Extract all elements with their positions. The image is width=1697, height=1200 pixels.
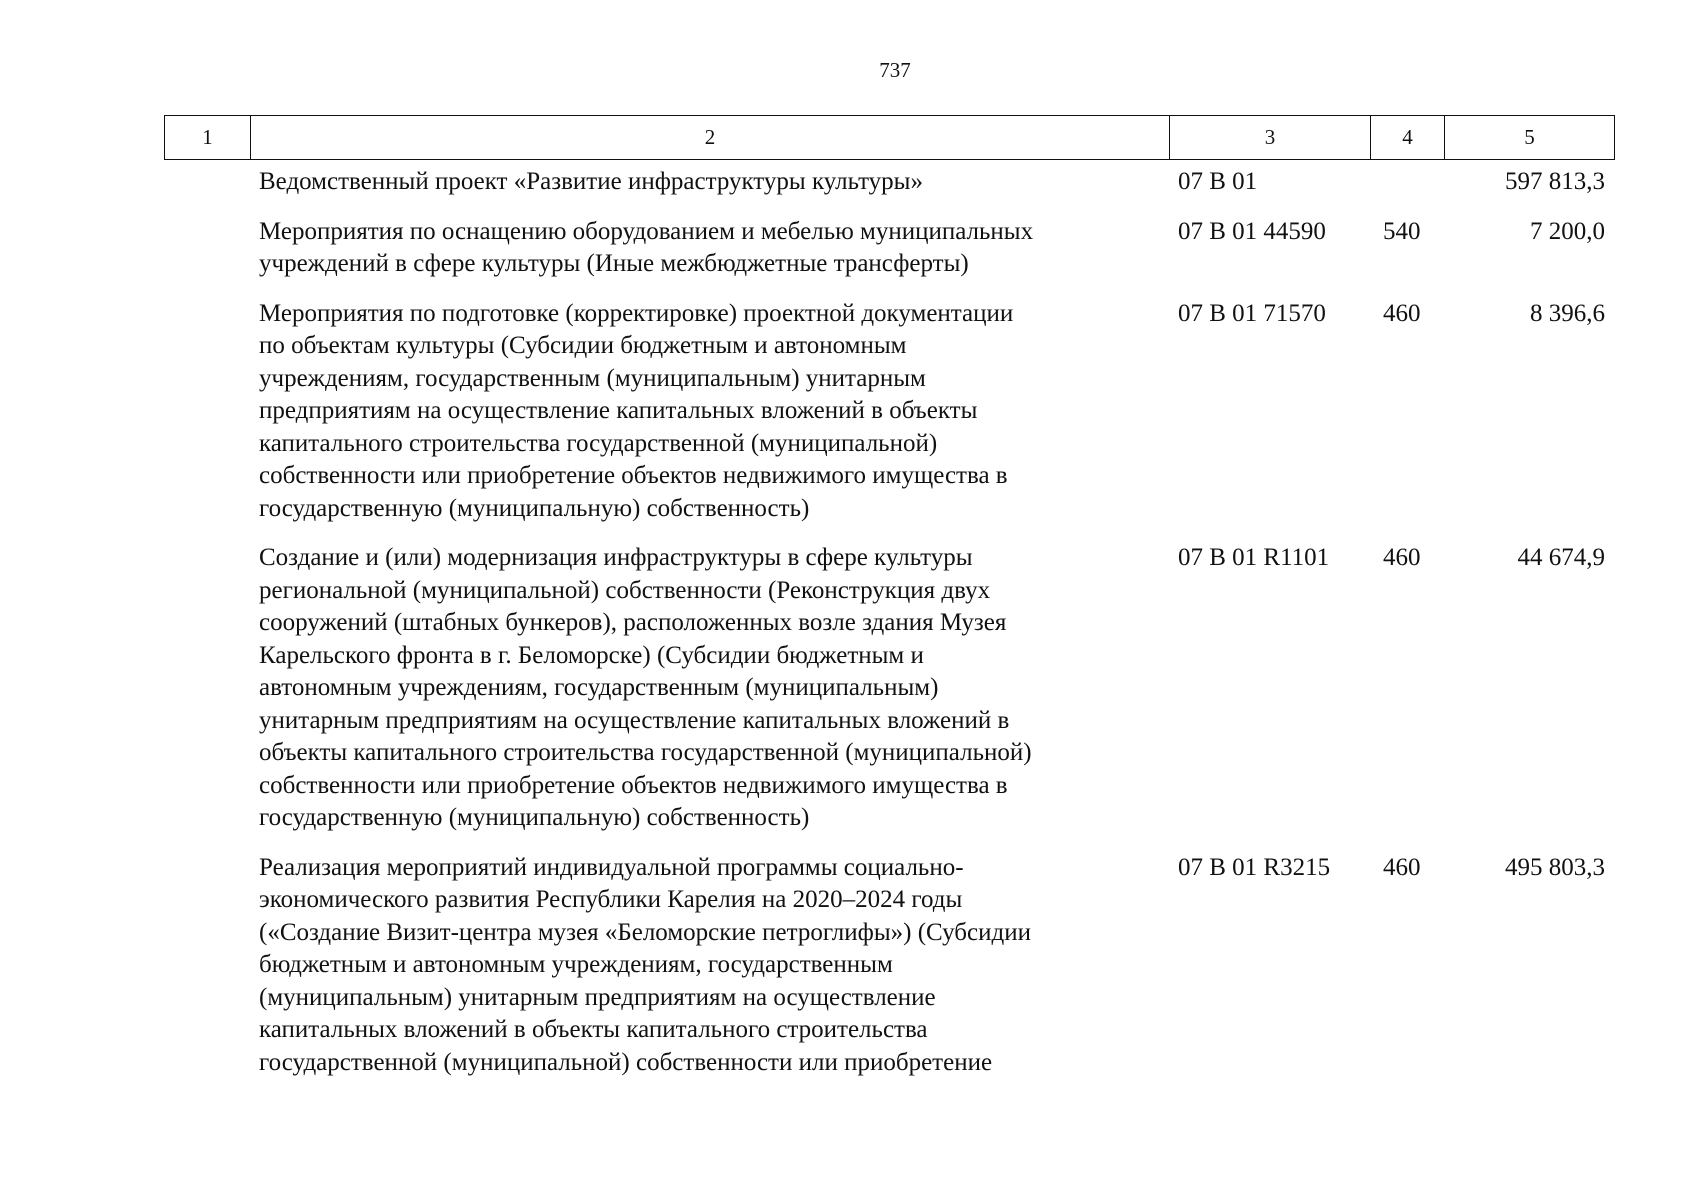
row-name-line: экономического развития Республики Карелия на 2020–2024 годы [259, 886, 963, 913]
row-name-line: унитарным предприятиям на осуществление капитальных вложений в [259, 706, 1010, 734]
row-name-line: по объектам культуры (Субсидии бюджетным и автономным [259, 332, 907, 359]
row-name-line: (муниципальным) унитарным предприятиям на осуществление [259, 983, 936, 1011]
row-code-cell: 07 В 01 44590 [1178, 217, 1326, 245]
row-type-cell: 460 [1383, 299, 1421, 327]
row-name-line: Мероприятия по оснащению оборудованием и мебелью муниципальных [259, 217, 1034, 245]
row-type-cell: 460 [1383, 853, 1421, 881]
row-name-line: региональной (муниципальной) собственности (Реконструкция двух [259, 576, 991, 604]
row-name-line: капитального строительства государственной (муниципальной) [259, 429, 938, 457]
table-header [164, 115, 1615, 160]
row-name-line: предприятиям на осуществление капитальных вложений в объекты [259, 397, 978, 424]
header-col-3: 3 [1170, 116, 1371, 160]
row-type-cell: 460 [1383, 544, 1421, 571]
row-type-cell: 540 [1383, 217, 1421, 245]
row-name-line: капитальных вложений в объекты капитального строительства [259, 1016, 928, 1043]
row-name-line: сооружений (штабных бункеров), расположенных возле здания Музея [259, 609, 1007, 636]
row-code-cell: 07 В 01 R1101 [1178, 544, 1330, 571]
row-name-line: бюджетным и автономным учреждениям, государственным [259, 951, 893, 978]
page-number: 737 [879, 58, 911, 82]
row-name-line: Мероприятия по подготовке (корректировке) проектной документации [259, 299, 1014, 327]
table-body [164, 166, 1614, 1096]
header-col-5: 5 [1445, 116, 1615, 160]
row-name-line: Реализация мероприятий индивидуальной программы социально- [259, 853, 964, 881]
row-name-line: Создание и (или) модернизация инфраструктуры в сфере культуры [259, 544, 973, 571]
table-row [164, 542, 1614, 835]
table-row [164, 298, 1614, 526]
row-name-cell [250, 166, 1169, 199]
row-name-line: собственности или приобретение объектов недвижимого имущества в [259, 462, 1008, 489]
table-row [164, 166, 1614, 199]
row-sum-cell: 8 396,6 [1530, 299, 1605, 327]
row-name-cell [250, 852, 1169, 1080]
row-name-line: Ведомственный проект «Развитие инфраструктуры культуры» [259, 168, 923, 195]
row-name-line: собственности или приобретение объектов недвижимого имущества в [259, 771, 1008, 799]
row-name-line: Карельского фронта в г. Беломорске) (Субсидии бюджетным и [259, 641, 924, 669]
row-name-cell [250, 298, 1169, 526]
row-name-cell [250, 216, 1169, 281]
row-name-cell [250, 542, 1169, 835]
row-sum-cell: 495 803,3 [1505, 853, 1605, 881]
row-code-cell: 07 В 01 R3215 [1178, 853, 1331, 881]
row-sum-cell: 7 200,0 [1530, 217, 1605, 245]
row-name-line: государственную (муниципальную) собственность) [259, 494, 810, 522]
row-name-line: («Создание Визит-центра музея «Беломорские петроглифы») (Субсидии [259, 918, 1031, 946]
row-name-line: государственной (муниципальной) собственности или приобретение [259, 1048, 993, 1076]
row-name-line: объекты капитального строительства государственной (муниципальной) [259, 739, 1032, 766]
row-code-cell: 07 В 01 71570 [1178, 299, 1326, 327]
header-col-2: 2 [251, 116, 1170, 160]
header-col-1: 1 [165, 116, 251, 160]
table-row [164, 852, 1614, 1080]
row-code-cell: 07 В 01 [1178, 168, 1258, 195]
row-name-line: автономным учреждениям, государственным (муниципальным) [259, 674, 939, 701]
row-name-line: государственную (муниципальную) собственность) [259, 804, 810, 831]
row-sum-cell: 44 674,9 [1517, 544, 1605, 571]
row-sum-cell: 597 813,3 [1505, 168, 1605, 195]
row-name-line: учреждениям, государственным (муниципальным) унитарным [259, 364, 926, 392]
header-col-4: 4 [1371, 116, 1445, 160]
row-name-line: учреждений в сфере культуры (Иные межбюджетные трансферты) [259, 250, 969, 277]
table-row [164, 216, 1614, 281]
